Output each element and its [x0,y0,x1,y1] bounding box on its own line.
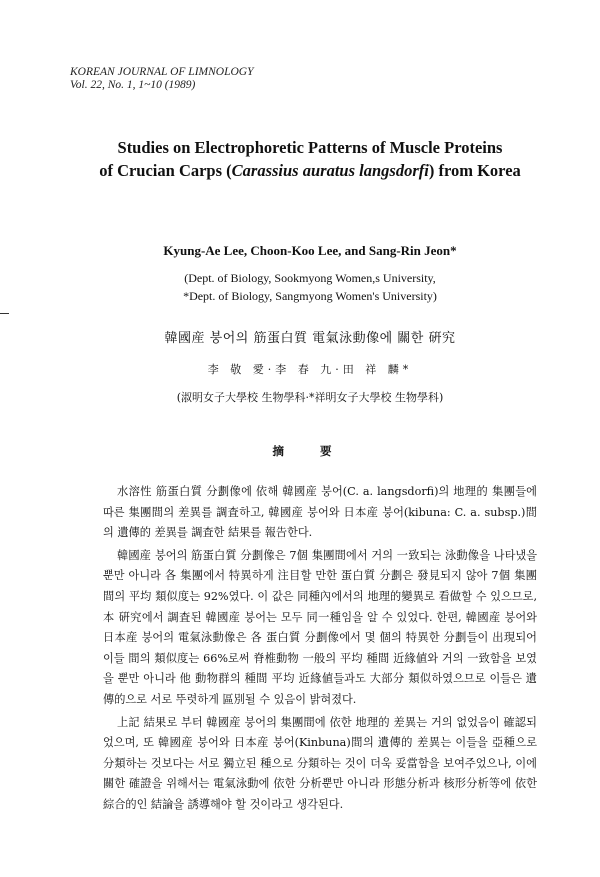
journal-name: KOREAN JOURNAL OF LIMNOLOGY [70,66,254,78]
paper-title [60,136,560,182]
margin-tick [0,313,9,314]
title-line-2 [60,159,560,182]
abstract-paragraph: 上記 結果로 부터 韓國産 붕어의 集團間에 依한 地理的 差異는 거의 없었음이 確認되었으며, 또 韓國産 붕어와 日本産 붕어(Kinbuna)間의 遺傳的 差異는 이들을 亞種으로 分類하는 것보다는 서로 獨立된 種으로 分類하는 것이 더욱 妥當함을 보여주었으나, 이에 關한 確證을 위해서는 電氣泳動에 依한 分析뿐만 아니라 形態分析과 核形分析等에 依한 綜合的인 結論을 誘導해야 할 것이라고 생각된다. [103,715,537,811]
title-suffix: ) from Korea [428,161,521,180]
korean-title: 韓國産 붕어의 筋蛋白質 電氣泳動像에 關한 硏究 [164,331,456,346]
authors: Kyung-Ae Lee, Choon-Koo Lee, and Sang-Rin Jeon* [163,243,457,258]
affiliations [60,269,560,305]
abstract-body [103,482,537,818]
journal-volume: Vol. 22, No. 1, 1~10 (1989) [70,79,196,91]
abstract-paragraph: 水溶性 筋蛋白質 分劃像에 依해 韓國産 붕어(C. a. langsdorfi)의 地理的 集團들에 따른 集團間의 差異를 調査하고, 韓國産 붕어와 日本産 붕어(kibuna: C. a. subsp.)間의 遺傳的 差異를 調査한 結果를 報告한다. [103,485,537,540]
species-name: Carassius auratus langsdorfi [231,161,429,180]
abstract-paragraph: 韓國産 붕어의 筋蛋白質 分劃像은 7個 集團間에서 거의 一致되는 泳動像을 나타냈을 뿐만 아니라 各 集團에서 特異하게 注目할 만한 蛋白質 分劃은 發見되지 않아 7個 集團間의 平均 類似度는 92%였다. 이 값은 同種內에서의 地理的變異로 看做할 수 있으므로, 本 硏究에서 調査된 韓國産 붕어는 모두 同一種임을 알 수 있었다. 한편, 韓國産 붕어와 日本産 붕어의 電氣泳動像은 各 蛋白質 分劃像에서 몇 個의 特異한 分劃들이 出現되어 이들 間의 類似度는 66%로써 脊椎動物 一般의 平均 種間 近緣値와 거의 一致함을 보였을 뿐만 아니라 他 動物群의 種間 平均 近緣値들과도 大部分 類似하였으므로 이들은 遺傳的으로 서로 뚜렷하게 區別될 수 있음이 밝혀졌다. [103,548,537,706]
title-prefix: of Crucian Carps ( [99,161,232,180]
korean-affiliation: (淑明女子大學校 生物學科·*祥明女子大學校 生物學科) [176,391,444,404]
affiliation-1: (Dept. of Biology, Sookmyong Women,s University, [184,271,436,285]
korean-authors: 李 敬 愛·李 春 九·田 祥 麟* [207,363,413,376]
title-line-1: Studies on Electrophoretic Patterns of Muscle Proteins [117,138,503,157]
abstract-heading: 摘 要 [272,444,348,458]
journal-header [70,66,253,92]
affiliation-2: *Dept. of Biology, Sangmyong Women's University) [183,289,437,303]
